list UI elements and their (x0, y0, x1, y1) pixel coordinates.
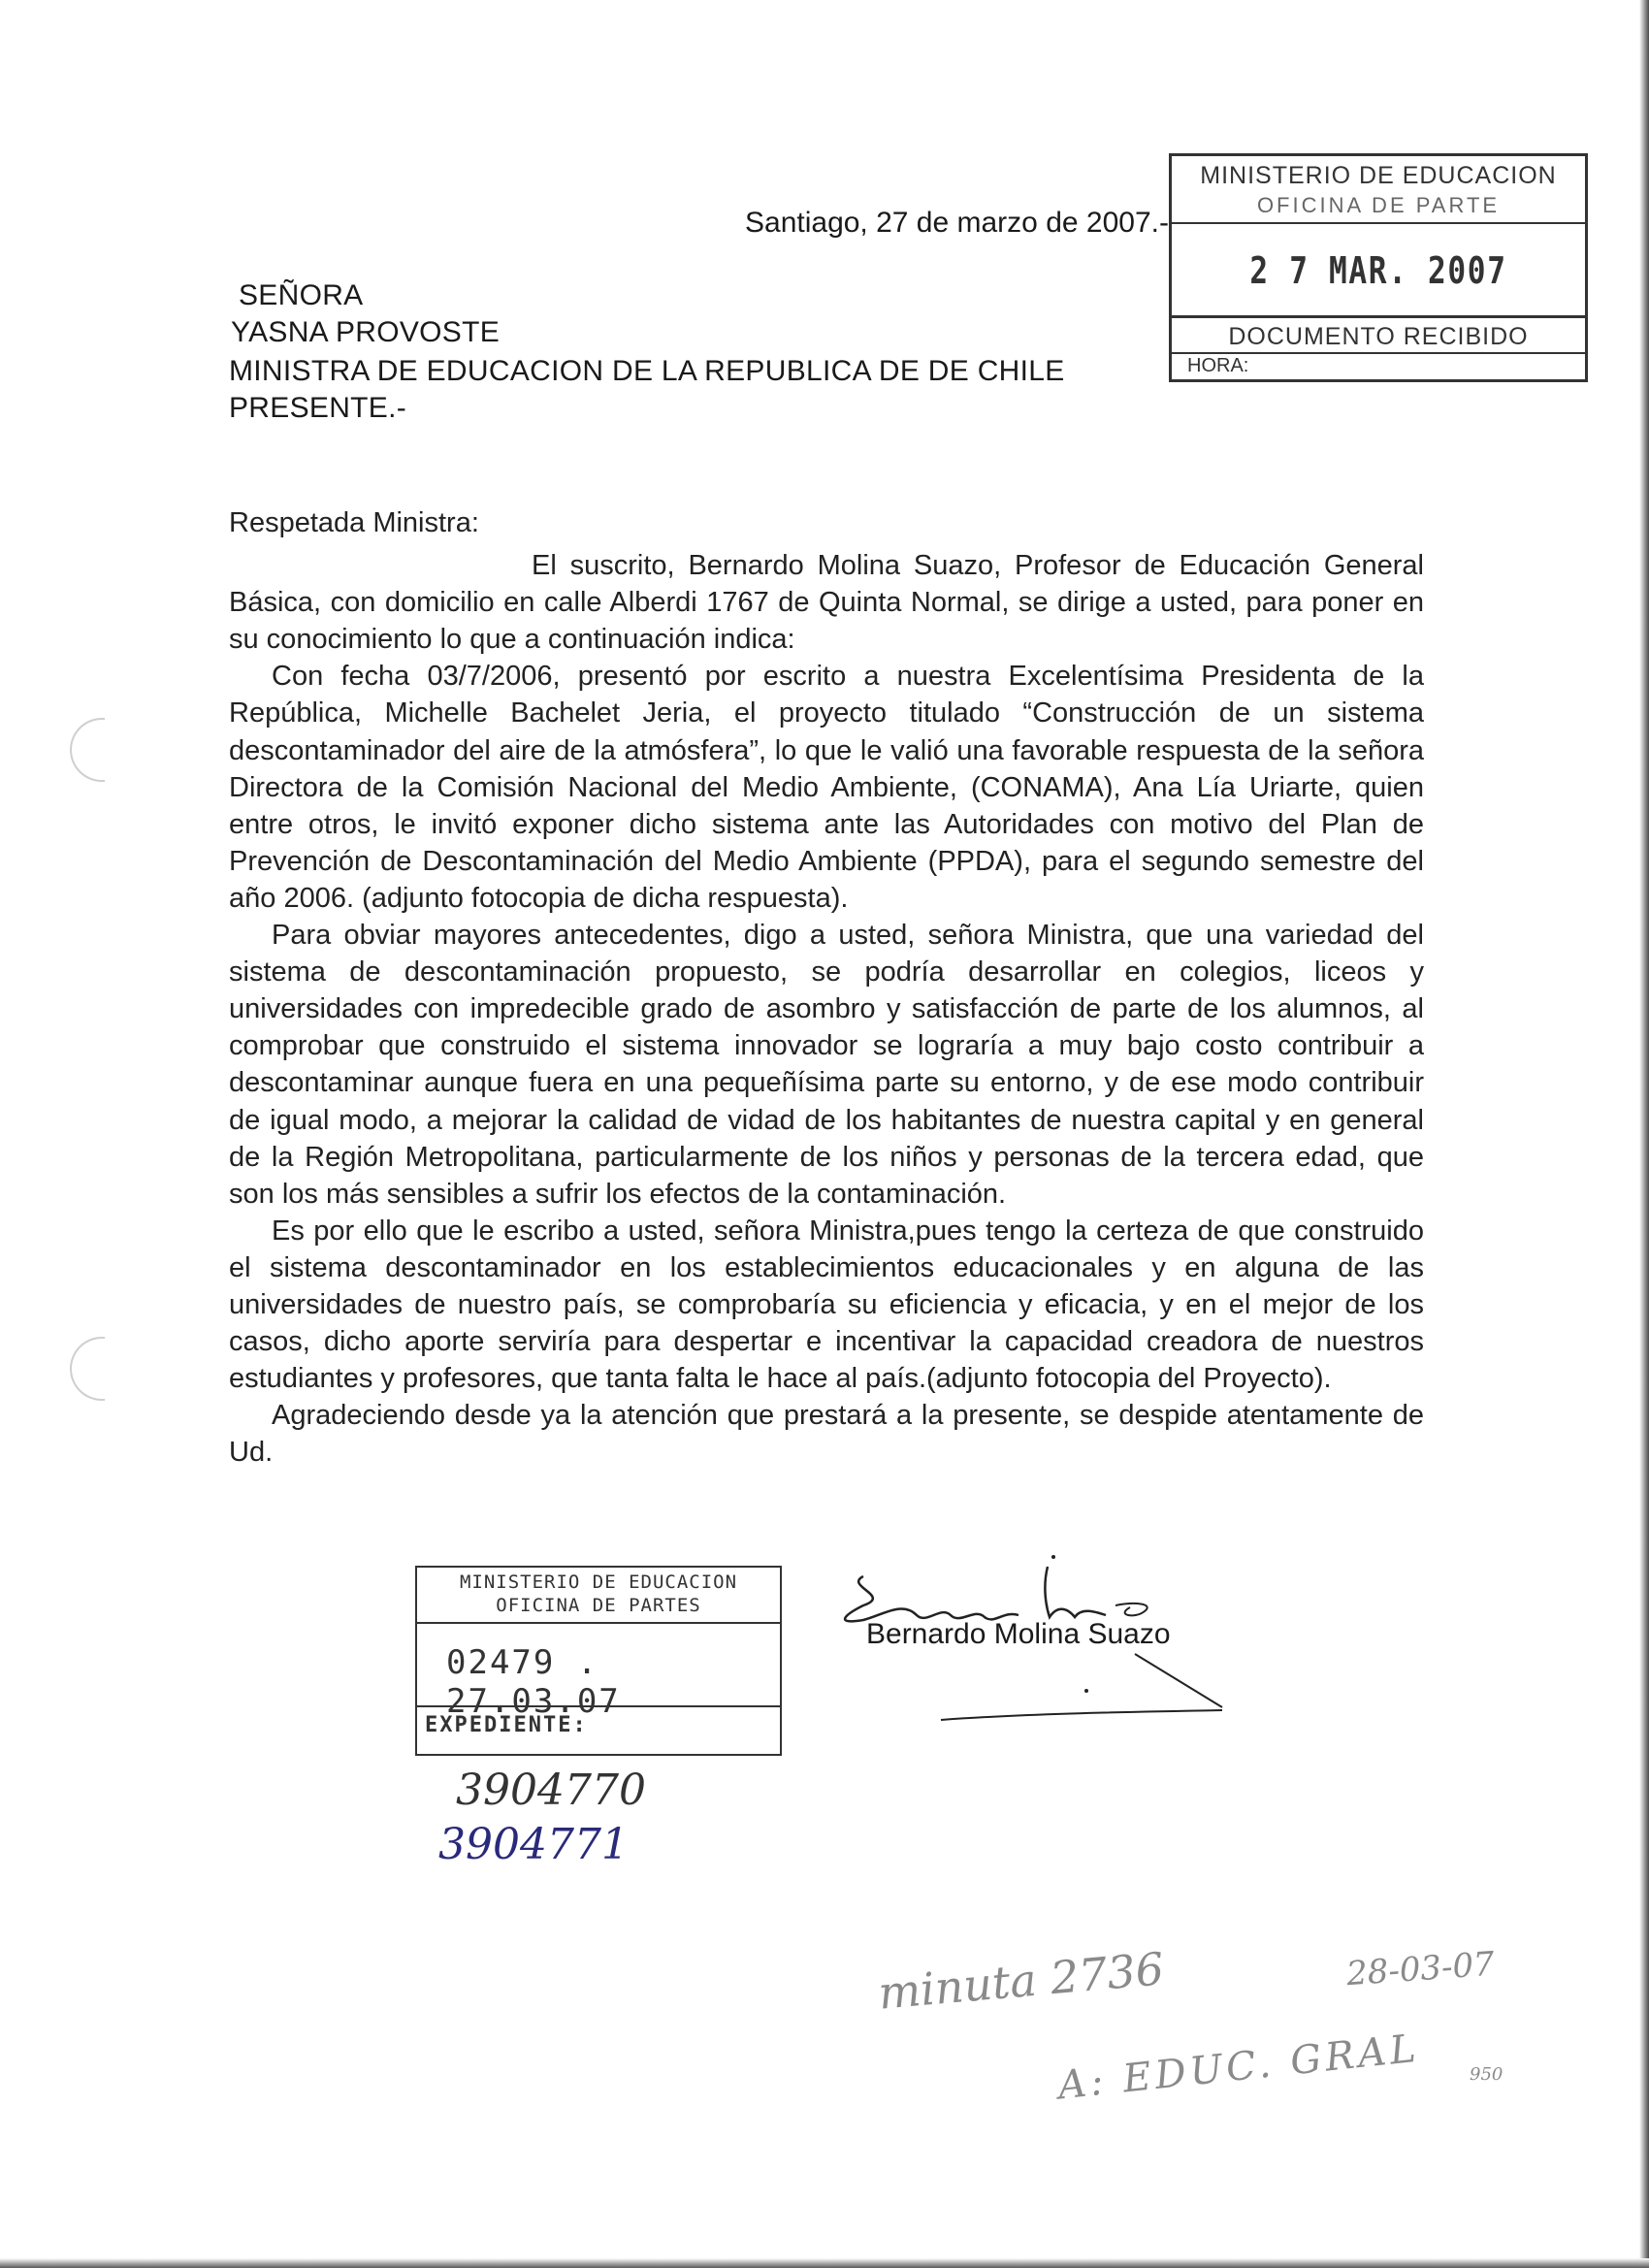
handwritten-destination: A: EDUC. GRAL (1055, 2025, 1422, 2109)
handwritten-extra: 950 (1470, 2064, 1504, 2085)
paragraph: Para obviar mayores antecedentes, digo a usted, señora Ministra, que una variedad del sistema de descontaminación propuesto, se podría desarrollar en colegios, liceos y universidades con impredecible grado de asombro y satisfacción de parte de los alumnos, al comprobar que construido el sistema innovador se lograría a muy bajo costo contribuir a descontaminar aunque fuera en una pequeñísima parte su entorno, y de ese modo contribuir de igual modo, a mejorar la calidad de vidad de los habitantes de nuestra capital y en general de la Región Metropolitana, particularmente de los niños y personas de la tercera edad, que son los más sensibles a sufrir los efectos de la contaminación. (229, 920, 1424, 1210)
handwritten-minuta-date: 28-03-07 (1344, 1944, 1496, 1994)
greeting: Respetada Ministra: (229, 507, 479, 538)
stamp-divider (1172, 222, 1585, 224)
registry-number-date: 02479 . 27.03.07 (446, 1643, 621, 1721)
stamp-ministry: MINISTERIO DE EDUCACION (1200, 162, 1557, 189)
registry-expediente: EXPEDIENTE: (425, 1713, 588, 1737)
registry-divider (417, 1705, 780, 1707)
paragraph: El suscrito, Bernardo Molina Suazo, Profesor de Educación General Básica, con domicilio en calle Alberdi 1767 de Quinta Normal, se dirige a usted, para poner en su conocimiento lo que a continuación indica: (229, 550, 1424, 656)
registry-ministry: MINISTERIO DE EDUCACION (459, 1571, 738, 1593)
stamp-status: DOCUMENTO RECIBIDO (1228, 323, 1529, 350)
stamp-hour-label: HORA: (1187, 355, 1249, 376)
recipient-name: YASNA PROVOSTE (231, 316, 501, 348)
stamp-date: 2 7 MAR. 2007 (1249, 249, 1507, 292)
handwritten-code-1: 3904770 (456, 1766, 646, 1815)
registry-office: OFICINA DE PARTES (496, 1595, 701, 1616)
letter-date: Santiago, 27 de marzo de 2007.- (745, 207, 1169, 239)
signature-name: Bernardo Molina Suazo (866, 1618, 1171, 1650)
recipient-position: MINISTRA DE EDUCACION DE LA REPUBLICA DE DE CHILE (229, 355, 1065, 387)
handwritten-minuta: minuta 2736 (876, 1942, 1166, 2020)
registry-stamp (415, 1566, 782, 1756)
registry-divider (417, 1622, 780, 1624)
letter-body (229, 504, 1424, 1471)
reception-stamp (1169, 153, 1588, 382)
recipient-presente: PRESENTE.- (229, 392, 407, 424)
handwritten-code-2: 3904771 (438, 1820, 629, 1869)
punch-hole-top (70, 718, 105, 782)
stamp-divider (1172, 352, 1585, 354)
punch-hole-bottom (70, 1337, 105, 1401)
page-edge (1639, 0, 1649, 2268)
page-edge-bottom (0, 2258, 1649, 2268)
stamp-office: OFICINA DE PARTE (1256, 193, 1501, 217)
paragraph: Agradeciendo desde ya la atención que prestará a la presente, se despide atentamente de Ud. (229, 1400, 1424, 1469)
recipient-title: SEÑORA (239, 279, 364, 311)
stamp-divider (1172, 315, 1585, 318)
paragraph: Con fecha 03/7/2006, presentó por escrito a nuestra Excelentísima Presidenta de la República, Michelle Bachelet Jeria, el proyecto titulado “Construcción de un sistema descontaminador del aire de la atmósfera”, lo que le valió una favorable respuesta de la señora Directora de la Comisión Nacional del Medio Ambiente, (CONAMA), Ana Lía Uriarte, quien entre otros, le invitó exponer dicho sistema ante las Autoridades con motivo del Plan de Prevención de Descontaminación del Medio Ambiente (PPDA), para el segundo semestre del año 2006. (adjunto fotocopia de dicha respuesta). (229, 661, 1424, 914)
paragraph: Es por ello que le escribo a usted, señora Ministra,pues tengo la certeza de que construido el sistema descontaminador en los establecimientos educacionales y en alguna de las universidades de nuestro país, se comprobaría su eficiencia y eficacia, y en el mejor de los casos, dicho aporte serviría para despertar e incentivar la capacidad creadora de nuestros estudiantes y profesores, que tanta falta le hace al país.(adjunto fotocopia del Proyecto). (229, 1215, 1424, 1395)
